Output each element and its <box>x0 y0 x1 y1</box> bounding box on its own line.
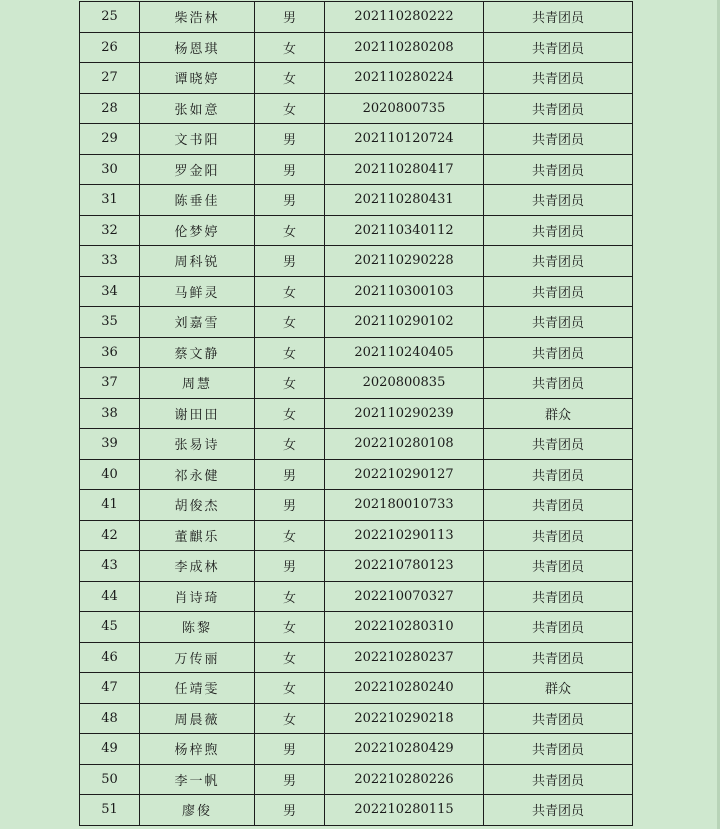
gender-cell: 女 <box>255 32 325 63</box>
political-status-cell: 共青团员 <box>484 32 633 63</box>
political-status-cell: 共青团员 <box>484 185 633 216</box>
row-number-cell: 25 <box>80 2 140 33</box>
gender-cell: 女 <box>255 215 325 246</box>
student-id-cell: 202210280429 <box>325 734 484 765</box>
row-number-cell: 38 <box>80 398 140 429</box>
gender-cell: 女 <box>255 703 325 734</box>
political-status-cell: 共青团员 <box>484 764 633 795</box>
student-name-cell: 万传丽 <box>140 642 255 673</box>
student-id-cell: 202210290218 <box>325 703 484 734</box>
student-id-cell: 202180010733 <box>325 490 484 521</box>
row-number-cell: 51 <box>80 795 140 826</box>
table-row <box>80 215 633 246</box>
student-id-cell: 202210280310 <box>325 612 484 643</box>
gender-cell: 女 <box>255 368 325 399</box>
gender-cell: 女 <box>255 429 325 460</box>
gender-cell: 女 <box>255 673 325 704</box>
student-name-cell: 祁永健 <box>140 459 255 490</box>
row-number-cell: 36 <box>80 337 140 368</box>
student-id-cell: 202210280115 <box>325 795 484 826</box>
table-row <box>80 154 633 185</box>
student-id-cell: 202110280431 <box>325 185 484 216</box>
political-status-cell: 共青团员 <box>484 642 633 673</box>
student-id-cell: 202210280226 <box>325 764 484 795</box>
student-name-cell: 张如意 <box>140 93 255 124</box>
table-row <box>80 32 633 63</box>
row-number-cell: 34 <box>80 276 140 307</box>
student-id-cell: 202110290102 <box>325 307 484 338</box>
political-status-cell: 共青团员 <box>484 459 633 490</box>
row-number-cell: 35 <box>80 307 140 338</box>
row-number-cell: 26 <box>80 32 140 63</box>
row-number-cell: 47 <box>80 673 140 704</box>
student-id-cell: 202110280222 <box>325 2 484 33</box>
student-name-cell: 柴浩林 <box>140 2 255 33</box>
political-status-cell: 共青团员 <box>484 215 633 246</box>
student-id-cell: 202210280240 <box>325 673 484 704</box>
student-name-cell: 胡俊杰 <box>140 490 255 521</box>
table-row <box>80 398 633 429</box>
table-row <box>80 703 633 734</box>
table-row <box>80 734 633 765</box>
gender-cell: 女 <box>255 276 325 307</box>
student-name-cell: 文书阳 <box>140 124 255 155</box>
student-name-cell: 刘嘉雪 <box>140 307 255 338</box>
table-row <box>80 337 633 368</box>
political-status-cell: 共青团员 <box>484 154 633 185</box>
student-id-cell: 202210070327 <box>325 581 484 612</box>
table-row <box>80 124 633 155</box>
row-number-cell: 31 <box>80 185 140 216</box>
political-status-cell: 共青团员 <box>484 2 633 33</box>
political-status-cell: 共青团员 <box>484 612 633 643</box>
table-row <box>80 520 633 551</box>
table-row <box>80 490 633 521</box>
gender-cell: 男 <box>255 459 325 490</box>
gender-cell: 男 <box>255 2 325 33</box>
student-id-cell: 202110290239 <box>325 398 484 429</box>
student-id-cell: 202110240405 <box>325 337 484 368</box>
gender-cell: 女 <box>255 520 325 551</box>
gender-cell: 男 <box>255 764 325 795</box>
row-number-cell: 43 <box>80 551 140 582</box>
political-status-cell: 共青团员 <box>484 276 633 307</box>
student-name-cell: 肖诗琦 <box>140 581 255 612</box>
political-status-cell: 共青团员 <box>484 734 633 765</box>
political-status-cell: 群众 <box>484 398 633 429</box>
student-name-cell: 陈垂佳 <box>140 185 255 216</box>
student-id-cell: 202110290228 <box>325 246 484 277</box>
student-id-cell: 202210290127 <box>325 459 484 490</box>
row-number-cell: 45 <box>80 612 140 643</box>
student-id-cell: 202210280237 <box>325 642 484 673</box>
table-row <box>80 307 633 338</box>
student-name-cell: 谭晓婷 <box>140 63 255 94</box>
row-number-cell: 27 <box>80 63 140 94</box>
table-row <box>80 429 633 460</box>
row-number-cell: 37 <box>80 368 140 399</box>
table-row <box>80 612 633 643</box>
table-row <box>80 764 633 795</box>
political-status-cell: 共青团员 <box>484 246 633 277</box>
table-row <box>80 673 633 704</box>
gender-cell: 女 <box>255 642 325 673</box>
student-name-cell: 李成林 <box>140 551 255 582</box>
political-status-cell: 共青团员 <box>484 429 633 460</box>
political-status-cell: 共青团员 <box>484 703 633 734</box>
student-name-cell: 谢田田 <box>140 398 255 429</box>
political-status-cell: 群众 <box>484 673 633 704</box>
table-row <box>80 2 633 33</box>
gender-cell: 女 <box>255 612 325 643</box>
student-id-cell: 2020800735 <box>325 93 484 124</box>
gender-cell: 男 <box>255 185 325 216</box>
student-id-cell: 202110280224 <box>325 63 484 94</box>
table-row <box>80 246 633 277</box>
student-name-cell: 周晨薇 <box>140 703 255 734</box>
gender-cell: 男 <box>255 734 325 765</box>
political-status-cell: 共青团员 <box>484 490 633 521</box>
political-status-cell: 共青团员 <box>484 520 633 551</box>
political-status-cell: 共青团员 <box>484 551 633 582</box>
student-name-cell: 周科锐 <box>140 246 255 277</box>
political-status-cell: 共青团员 <box>484 337 633 368</box>
student-id-cell: 202210280108 <box>325 429 484 460</box>
student-name-cell: 杨恩琪 <box>140 32 255 63</box>
student-name-cell: 廖俊 <box>140 795 255 826</box>
table-row <box>80 551 633 582</box>
gender-cell: 男 <box>255 551 325 582</box>
row-number-cell: 41 <box>80 490 140 521</box>
row-number-cell: 50 <box>80 764 140 795</box>
student-name-cell: 杨梓煦 <box>140 734 255 765</box>
table-row <box>80 93 633 124</box>
gender-cell: 女 <box>255 63 325 94</box>
student-name-cell: 周慧 <box>140 368 255 399</box>
row-number-cell: 33 <box>80 246 140 277</box>
row-number-cell: 29 <box>80 124 140 155</box>
student-name-cell: 张易诗 <box>140 429 255 460</box>
row-number-cell: 32 <box>80 215 140 246</box>
student-roster-table <box>79 1 633 826</box>
table-row <box>80 185 633 216</box>
gender-cell: 男 <box>255 490 325 521</box>
student-id-cell: 202110280417 <box>325 154 484 185</box>
row-number-cell: 46 <box>80 642 140 673</box>
student-name-cell: 马鲜灵 <box>140 276 255 307</box>
table-row <box>80 276 633 307</box>
student-name-cell: 陈黎 <box>140 612 255 643</box>
political-status-cell: 共青团员 <box>484 307 633 338</box>
student-id-cell: 202110280208 <box>325 32 484 63</box>
student-name-cell: 李一帆 <box>140 764 255 795</box>
political-status-cell: 共青团员 <box>484 581 633 612</box>
student-name-cell: 任靖雯 <box>140 673 255 704</box>
student-id-cell: 202110300103 <box>325 276 484 307</box>
table-row <box>80 459 633 490</box>
row-number-cell: 40 <box>80 459 140 490</box>
political-status-cell: 共青团员 <box>484 795 633 826</box>
gender-cell: 男 <box>255 154 325 185</box>
political-status-cell: 共青团员 <box>484 63 633 94</box>
political-status-cell: 共青团员 <box>484 93 633 124</box>
roster-table-body <box>80 2 633 826</box>
row-number-cell: 49 <box>80 734 140 765</box>
table-row <box>80 63 633 94</box>
student-name-cell: 蔡文静 <box>140 337 255 368</box>
student-name-cell: 罗金阳 <box>140 154 255 185</box>
table-row <box>80 642 633 673</box>
gender-cell: 女 <box>255 93 325 124</box>
gender-cell: 女 <box>255 337 325 368</box>
gender-cell: 女 <box>255 307 325 338</box>
student-name-cell: 董麒乐 <box>140 520 255 551</box>
gender-cell: 女 <box>255 581 325 612</box>
student-name-cell: 伦梦婷 <box>140 215 255 246</box>
row-number-cell: 28 <box>80 93 140 124</box>
table-row <box>80 795 633 826</box>
political-status-cell: 共青团员 <box>484 368 633 399</box>
table-row <box>80 581 633 612</box>
gender-cell: 男 <box>255 246 325 277</box>
table-row <box>80 368 633 399</box>
row-number-cell: 44 <box>80 581 140 612</box>
student-id-cell: 202110340112 <box>325 215 484 246</box>
student-id-cell: 2020800835 <box>325 368 484 399</box>
student-id-cell: 202110120724 <box>325 124 484 155</box>
row-number-cell: 42 <box>80 520 140 551</box>
gender-cell: 男 <box>255 795 325 826</box>
student-id-cell: 202210780123 <box>325 551 484 582</box>
row-number-cell: 48 <box>80 703 140 734</box>
row-number-cell: 30 <box>80 154 140 185</box>
gender-cell: 女 <box>255 398 325 429</box>
student-id-cell: 202210290113 <box>325 520 484 551</box>
row-number-cell: 39 <box>80 429 140 460</box>
gender-cell: 男 <box>255 124 325 155</box>
political-status-cell: 共青团员 <box>484 124 633 155</box>
